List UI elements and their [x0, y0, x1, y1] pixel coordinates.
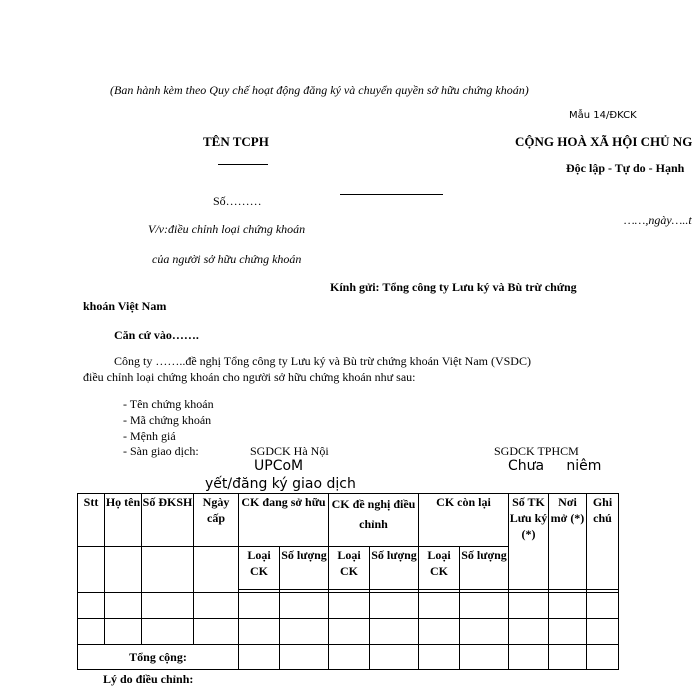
- document-number: Số………: [213, 194, 262, 208]
- held-qty-header: Số lượng: [280, 547, 329, 590]
- recipient-line-2: khoán Việt Nam: [83, 299, 167, 313]
- issuer-name: TÊN TCPH: [203, 134, 269, 149]
- item-exchange: - Sàn giao dịch:: [123, 444, 199, 458]
- request-line-2: điều chỉnh loại chứng khoán cho người sở hữu chứng khoán như sau:: [83, 370, 416, 384]
- total-row: [78, 645, 619, 670]
- held-type-header: Loại CK: [239, 547, 280, 590]
- request-line-1: Công ty ……..đề nghị Tổng công ty Lưu ký và Bù trừ chứng khoán Việt Nam (VSDC): [114, 354, 531, 368]
- col-name: Họ tên: [105, 494, 142, 547]
- col-held: CK đang sở hữu: [239, 494, 329, 547]
- exchange-hanoi: SGDCK Hà Nội: [250, 444, 329, 458]
- table-row: [78, 593, 619, 619]
- exchange-hcmc: SGDCK TPHCM: [494, 444, 579, 458]
- national-motto: Độc lập - Tự do - Hạnh: [566, 161, 685, 175]
- form-code: Mẫu 14/ĐKCK: [569, 110, 637, 121]
- reason-label: Lý do điều chỉnh:: [103, 672, 194, 686]
- option-unlisted-2: yết/đăng ký giao dịch: [205, 476, 356, 492]
- col-proposed: CK đề nghị điều chỉnh: [329, 494, 419, 547]
- document-date: ……,ngày…..t: [624, 213, 692, 227]
- holder-table: [77, 493, 619, 670]
- col-remaining: CK còn lại: [419, 494, 509, 547]
- col-note: Ghi chú: [587, 494, 619, 590]
- total-label: Tổng cộng:: [78, 645, 239, 670]
- item-security-name: - Tên chứng khoán: [123, 397, 214, 411]
- subject-line-2: của người sở hữu chứng khoán: [152, 252, 302, 266]
- proposed-type-header: Loại CK: [329, 547, 370, 590]
- item-security-code: - Mã chứng khoán: [123, 413, 212, 427]
- col-place: Nơi mở (*): [549, 494, 587, 590]
- proposed-qty-header: Số lượng: [370, 547, 419, 590]
- col-id-no: Số ĐKSH: [142, 494, 194, 547]
- remaining-type-header: Loại CK: [419, 547, 460, 590]
- option-unlisted-1: Chưa niêm: [508, 458, 602, 474]
- motto-underline: [340, 194, 443, 195]
- preamble: (Ban hành kèm theo Quy chế hoạt động đăng ký và chuyển quyền sở hữu chứng khoán): [110, 83, 529, 97]
- table-row: [78, 619, 619, 645]
- recipient-line-1: Kính gửi: Tổng công ty Lưu ký và Bù trừ chứng: [330, 280, 577, 294]
- basis-line: Căn cứ vào…….: [114, 328, 199, 342]
- option-upcom: UPCoM: [254, 458, 304, 474]
- republic-title: CỘNG HOÀ XÃ HỘI CHỦ NG: [515, 134, 693, 149]
- col-issue-date: Ngày cấp: [194, 494, 239, 547]
- col-account: Số TK Lưu ký (*): [509, 494, 549, 590]
- issuer-underline: [218, 164, 268, 165]
- item-par-value: - Mệnh giá: [123, 429, 176, 443]
- remaining-qty-header: Số lượng: [460, 547, 509, 590]
- subject-line-1: V/v:điều chỉnh loại chứng khoán: [148, 222, 306, 236]
- col-stt: Stt: [78, 494, 105, 547]
